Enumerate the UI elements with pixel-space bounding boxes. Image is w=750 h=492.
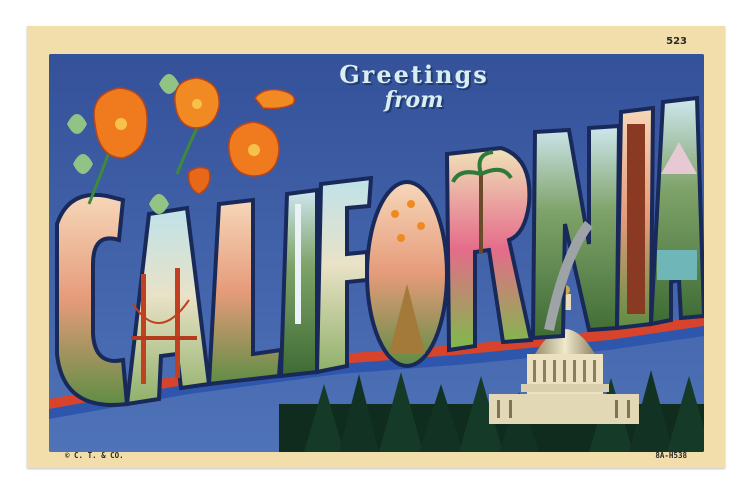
greeting-line-1: Greetings: [339, 60, 489, 89]
greeting-line-2: from: [384, 87, 444, 113]
waterfall: [295, 204, 301, 324]
card-number: 523: [666, 36, 687, 47]
postcard-image-panel: [49, 54, 704, 452]
catalog-code: 8A-H538: [655, 451, 687, 460]
greeting-text: [309, 60, 519, 113]
redwood-tree: [627, 124, 645, 314]
postcard-illustration: [49, 54, 704, 452]
publisher-credit: © C. T. & CO.: [65, 451, 124, 460]
postcard: [27, 26, 725, 468]
